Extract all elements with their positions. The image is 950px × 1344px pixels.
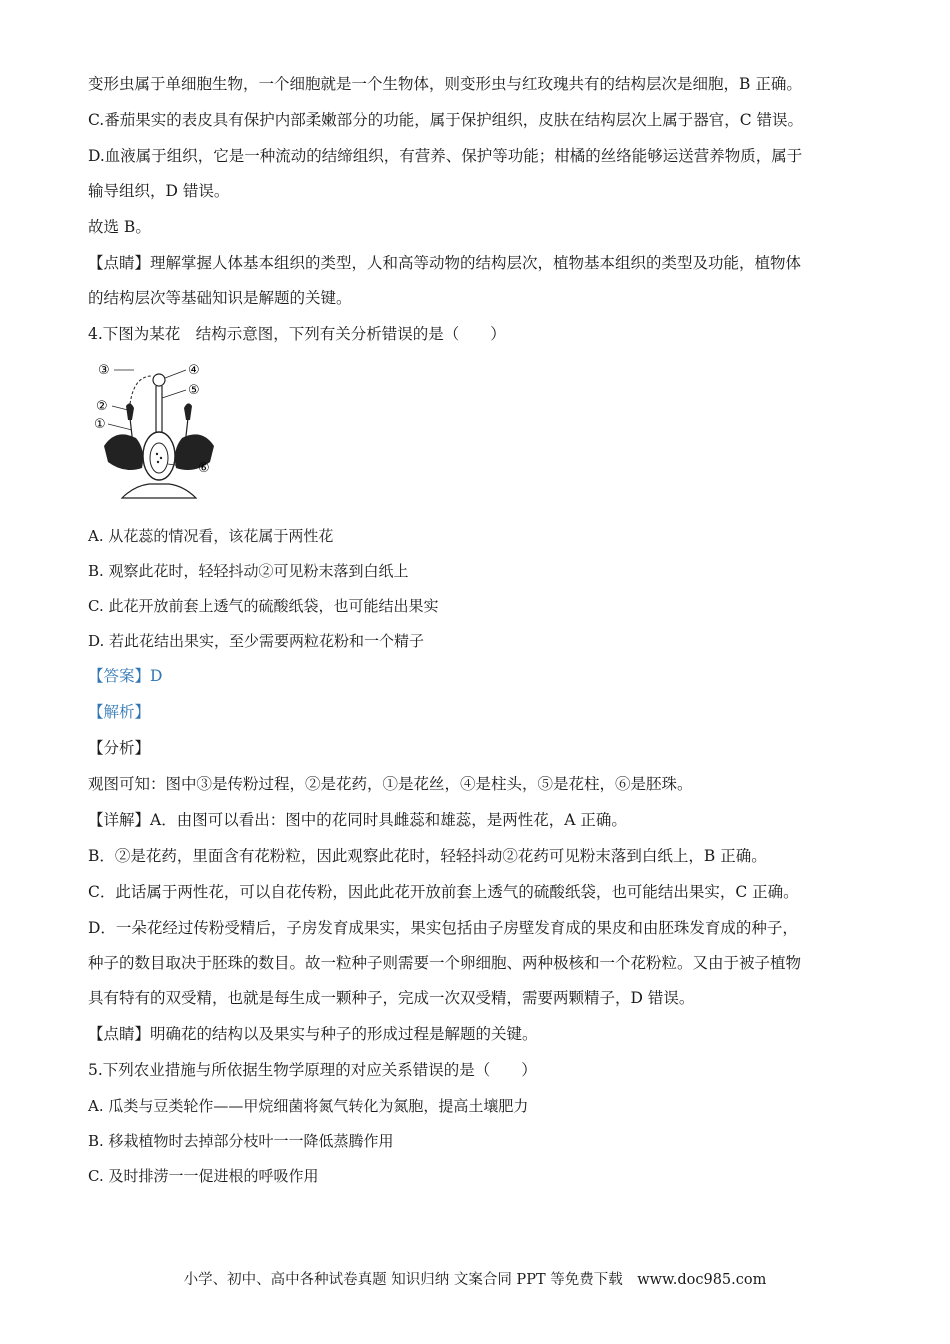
q5-option-a: A. 瓜类与豆类轮作——甲烷细菌将氮气转化为氮胞，提高土壤肥力 xyxy=(88,1097,529,1115)
fenxi-text: 观图可知：图中③是传粉过程，②是花药，①是花丝，④是柱头，⑤是花柱，⑥是胚珠。 xyxy=(88,775,693,793)
label-1: ① xyxy=(94,417,106,432)
label-2: ② xyxy=(96,399,108,414)
text-line: C.番茄果实的表皮具有保护内部柔嫩部分的功能，属于保护组织，皮肤在结构层次上属于器官，C 错误。 xyxy=(88,111,804,129)
flower-structure-diagram xyxy=(94,358,224,508)
question-5-stem: 5.下列农业措施与所依据生物学原理的对应关系错误的是（ ） xyxy=(88,1061,537,1079)
label-4: ④ xyxy=(188,363,200,378)
text-line: 故选 B。 xyxy=(88,218,151,236)
text-line: 【点睛】理解掌握人体基本组织的类型，人和高等动物的结构层次，植物基本组织的类型及功能，植物体 xyxy=(88,254,802,272)
dianjing: 【点睛】明确花的结构以及果实与种子的形成过程是解题的关键。 xyxy=(88,1025,538,1043)
text-line: 变形虫属于单细胞生物，一个细胞就是一个生物体，则变形虫与红玫瑰共有的结构层次是细胞，B 正确。 xyxy=(88,75,802,93)
text-line: D.血液属于组织，它是一种流动的结缔组织，有营养、保护等功能；柑橘的丝络能够运送营养物质，属于 xyxy=(88,147,803,165)
detail-d: 具有特有的双受精，也就是每生成一颗种子，完成一次双受精，需要两颗精子，D 错误。 xyxy=(88,989,695,1007)
page-footer: 小学、初中、高中各种试卷真题 知识归纳 文案合同 PPT 等免费下载 www.doc985.com xyxy=(183,1272,767,1288)
detail-d: D．一朵花经过传粉受精后，子房发育成果实，果实包括由子房壁发育成的果皮和由胚珠发育成的种子， xyxy=(88,919,798,937)
q4-option-c: C. 此花开放前套上透气的硫酸纸袋，也可能结出果实 xyxy=(88,597,439,615)
analysis-label: 【解析】 xyxy=(88,703,151,721)
text-line: 输导组织，D 错误。 xyxy=(88,182,230,200)
detail-d: 种子的数目取决于胚珠的数目。故一粒种子则需要一个卵细胞、两种极核和一个花粉粒。又由于被子植物 xyxy=(88,954,802,972)
question-4-stem: 4.下图为某花 结构示意图，下列有关分析错误的是（ ） xyxy=(88,325,506,343)
document-body xyxy=(88,74,878,1201)
detail-a: 【详解】A．由图可以看出：图中的花同时具雌蕊和雄蕊，是两性花，A 正确。 xyxy=(88,811,627,829)
detail-b: B．②是花药，里面含有花粉粒，因此观察此花时，轻轻抖动②花药可见粉末落到白纸上，B 正确。 xyxy=(88,847,767,865)
fenxi-label: 【分析】 xyxy=(88,739,151,757)
q5-option-c: C. 及时排涝一一促进根的呼吸作用 xyxy=(88,1167,319,1185)
q4-option-d: D. 若此花结出果实，至少需要两粒花粉和一个精子 xyxy=(88,632,425,650)
q4-option-a: A. 从花蕊的情况看，该花属于两性花 xyxy=(88,527,334,545)
detail-c: C．此话属于两性花，可以自花传粉，因此此花开放前套上透气的硫酸纸袋，也可能结出果实，C 正确。 xyxy=(88,883,799,901)
label-3: ③ xyxy=(98,363,110,378)
q5-option-b: B. 移栽植物时去掉部分枝叶一一降低蒸腾作用 xyxy=(88,1132,394,1150)
label-6: ⑥ xyxy=(198,461,210,476)
label-5: ⑤ xyxy=(188,383,200,398)
q4-option-b: B. 观察此花时，轻轻抖动②可见粉末落到白纸上 xyxy=(88,562,409,580)
text-line: 的结构层次等基础知识是解题的关键。 xyxy=(88,289,352,307)
answer-label: 【答案】D xyxy=(88,667,163,685)
